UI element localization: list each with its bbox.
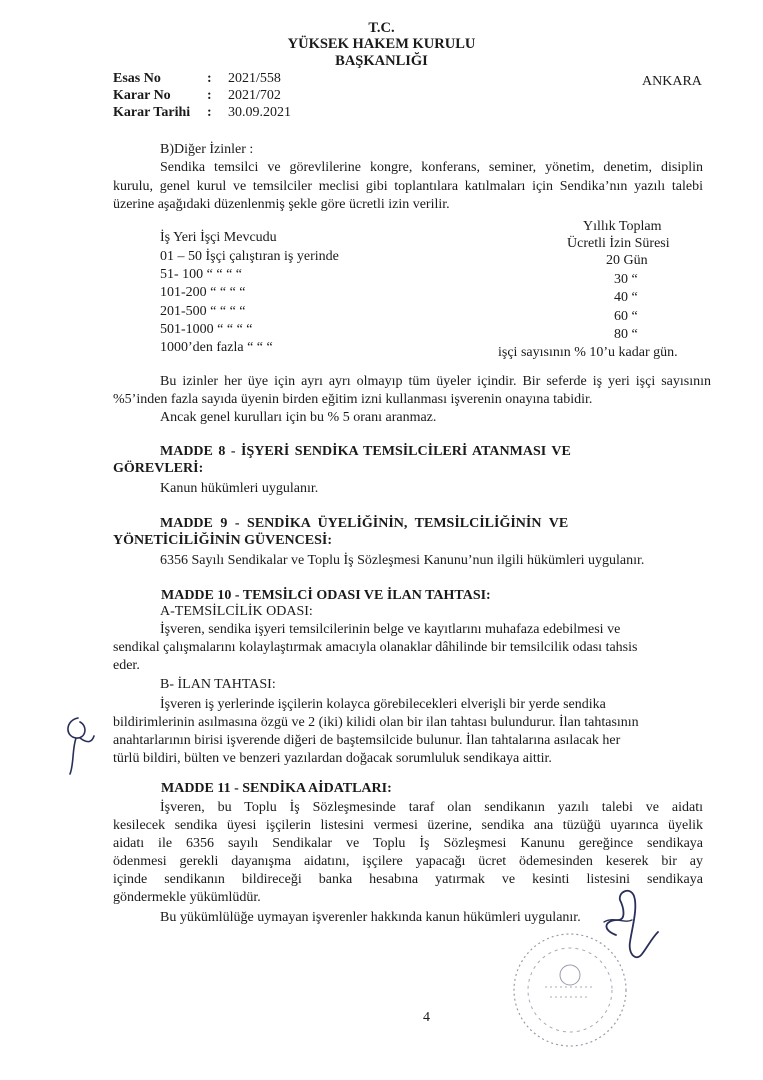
- table-row-right: 30 “: [614, 272, 638, 287]
- tarih-value: 30.09.2021: [228, 105, 291, 120]
- madde-11-title: MADDE 11 - SENDİKA AİDATLARI:: [161, 781, 392, 796]
- karar-value: 2021/702: [228, 88, 281, 103]
- madde-9-text: 6356 Sayılı Sendikalar ve Toplu İş Sözleşmesi Kanunu’nun ilgili hükümleri uygulanır.: [160, 553, 645, 568]
- table-right-header-1: Yıllık Toplam: [583, 219, 662, 234]
- madde-10-b-line-3: anahtarlarının birisi işverende diğeri de baştemsilcide bulunur. İlan tahtalarına asılacak her: [113, 733, 621, 748]
- table-row-right: 80 “: [614, 327, 638, 342]
- table-row-right: 60 “: [614, 309, 638, 324]
- karar-colon: :: [207, 88, 212, 103]
- madde-10-b-line-4: türlü bildiri, bülten ve benzeri yazılardan doğacak sorumluluk sendikaya aittir.: [113, 751, 552, 766]
- header-institution: YÜKSEK HAKEM KURULU: [287, 36, 476, 52]
- table-row-right: 20 Gün: [606, 253, 648, 268]
- section-b-title: B)Diğer İzinler :: [160, 142, 254, 157]
- madde-11-line-6: göndermekle yükümlüdür.: [113, 890, 261, 905]
- header-tc: T.C.: [368, 20, 395, 36]
- table-row-right: 40 “: [614, 290, 638, 305]
- madde-11-line-1: İşveren, bu Toplu İş Sözleşmesinde taraf olan sendikanın yazılı talebi ve aidatı: [160, 800, 703, 815]
- madde-11-last-line: Bu yükümlülüğe uymayan işverenler hakkında kanun hükümleri uygulanır.: [160, 910, 581, 925]
- madde-10-a-line-1: İşveren, sendika işyeri temsilcilerinin belge ve kayıtlarını muhafaza edebilmesi ve: [160, 622, 621, 637]
- city-label: ANKARA: [642, 74, 702, 89]
- madde-10-a-title: A-TEMSİLCİLİK ODASI:: [160, 604, 313, 619]
- karar-label: Karar No: [113, 88, 171, 103]
- tarih-colon: :: [207, 105, 212, 120]
- madde-11-line-3: aidatı ile 6356 sayılı Sendikalar ve Toplu İş Sözleşmesi Kanunu gereğince sendikaya: [113, 836, 703, 851]
- table-left-header: İş Yeri İşçi Mevcudu: [160, 230, 277, 245]
- madde-8-text: Kanun hükümleri uygulanır.: [160, 481, 319, 496]
- section-b-after-line-2: %5’inden fazla sayıda üyenin birden eğitim izni kullanması işverenin onayına tabidir.: [113, 392, 593, 407]
- signature-icon: [596, 880, 666, 970]
- section-b-line-2: kurulu, genel kurul ve temsilciler meclisi gibi toplantılara katılmaları için Sendika’nın yazılı talebi: [113, 179, 703, 194]
- madde-10-title: MADDE 10 - TEMSİLCİ ODASI VE İLAN TAHTASI:: [161, 588, 491, 603]
- madde-10-b-title: B- İLAN TAHTASI:: [160, 677, 276, 692]
- table-row-right: işçi sayısının % 10’u kadar gün.: [498, 345, 678, 360]
- table-right-header-2: Ücretli İzin Süresi: [567, 236, 670, 251]
- section-b-after-line-1: Bu izinler her üye için ayrı ayrı olmayıp tüm üyeler içindir. Bir seferde iş yeri işçi sayısının: [160, 374, 711, 389]
- table-row-left: 501-1000 “ “ “ “: [160, 322, 253, 337]
- page-number: 4: [423, 1010, 430, 1025]
- madde-8-title-cont: GÖREVLERİ:: [113, 461, 204, 476]
- madde-11-line-2: kesilecek sendika üyesi işçilerin listesini vermesi üzerine, sendika ana tüzüğü uyarınca üyelik: [113, 818, 703, 833]
- esas-colon: :: [207, 71, 212, 86]
- table-row-left: 1000’den fazla “ “ “: [160, 340, 273, 355]
- section-b-line-1: Sendika temsilci ve görevlilerine kongre, konferans, seminer, yönetim, denetim, disiplin: [160, 160, 703, 175]
- table-row-left: 101-200 “ “ “ “: [160, 285, 246, 300]
- madde-9-title: MADDE 9 - SENDİKA ÜYELİĞİNİN, TEMSİLCİLİĞİNİN VE: [160, 516, 569, 531]
- madde-10-b-line-1: İşveren iş yerlerinde işçilerin kolayca görebilecekleri elverişli bir yerde sendika: [160, 697, 606, 712]
- madde-9-title-cont: YÖNETİCİLİĞİNİN GÜVENCESİ:: [113, 533, 332, 548]
- esas-value: 2021/558: [228, 71, 281, 86]
- madde-11-line-5: içinde sendikanın bildireceği banka hesabına yatırmak ve kesinti listesini sendikaya: [113, 872, 703, 887]
- madde-8-title: MADDE 8 - İŞYERİ SENDİKA TEMSİLCİLERİ ATANMASI VE: [160, 444, 571, 459]
- madde-10-b-line-2: bildirimlerinin asılmasına özgü ve 2 (iki) kilidi olan bir ilan tahtası bulundurur. İlan tahtasının: [113, 715, 639, 730]
- table-row-left: 201-500 “ “ “ “: [160, 304, 246, 319]
- tarih-label: Karar Tarihi: [113, 105, 191, 120]
- madde-11-line-4: ödenmesi gerekli dayanışma aidatını, işçilere yapacağı ücret ödemesinden keserek bir ay: [113, 854, 703, 869]
- table-row-left: 51- 100 “ “ “ “: [160, 267, 243, 282]
- table-row-left: 01 – 50 İşçi çalıştıran iş yerinde: [160, 249, 339, 264]
- esas-label: Esas No: [113, 71, 161, 86]
- header-presidency: BAŞKANLIĞI: [335, 53, 428, 69]
- madde-10-a-line-2: sendikal çalışmalarını kolaylaştırmak amacıyla olanaklar dâhilinde bir temsilcilik odası tahsis: [113, 640, 638, 655]
- section-b-line-3: üzerine aşağıdaki düzenlenmiş şekle göre ücretli izin verilir.: [113, 197, 450, 212]
- madde-10-a-line-3: eder.: [113, 658, 140, 673]
- section-b-after-line-3: Ancak genel kurulları için bu % 5 oranı aranmaz.: [160, 410, 437, 425]
- handwritten-initial-icon: [58, 708, 98, 778]
